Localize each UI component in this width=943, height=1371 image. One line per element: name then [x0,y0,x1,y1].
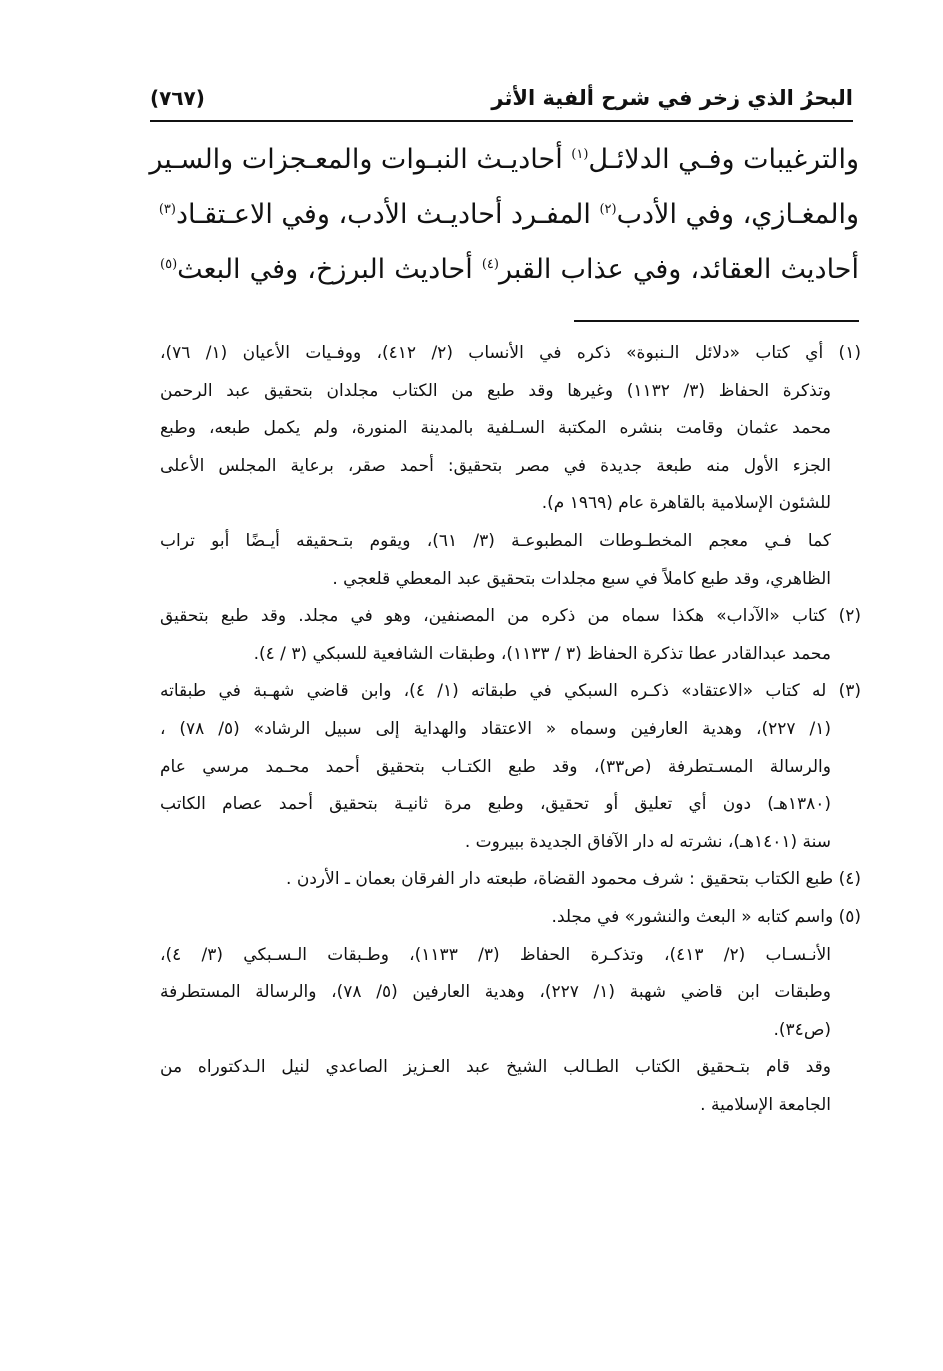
footnote-line: الجامعة الإسلامية . [700,1094,831,1115]
footnote-line: محمد عبدالقادر عطا تذكرة الحفاظ (٣ / ١١٣٣)، وطبقات الشافعية للسبكي (٣ / ٤). [253,643,831,664]
footnote-line: وقد قام بتـحقيق الكتاب الطـالب الشيخ عبد العـزيز الصاعدي لنيل الـدكتوراه من [160,1057,831,1078]
footnote-line: وطبقات ابن قاضي شهبة (١/ ٢٢٧)، وهدية العارفين (٥/ ٧٨)، والرسالة المستطرفة [160,982,832,1003]
footnote-line: (١) أي كتاب «دلائل الـنبوة» ذكره في الأنساب (٢/ ٤١٢)، ووفـيات الأعيان (١/ ٧٦)، [160,343,861,363]
main-text-line: والترغيبات وفـي الدلائـل$^{(١)}$ أحاديـث النبـوات والمعـجزات والسـير [149,144,859,175]
footnote-line: سنة (١٤٠١هـ)، نشرته له دار الآفاق الجديدة ببيروت . [464,831,831,852]
footnote-line: كما فـي معجم المخطـوطات المطبوعـة (٣/ ٦١)، ويقوم بتـحقيقه أيـضًا أبو تراب [160,530,831,551]
footnote-line: الأنـسـاب (٢/ ٤١٣)، وتذكـرة الحفاظ (٣/ ١١٣٣)، وطـبقات الـسـبكي (٣/ ٤)، [160,944,832,965]
footnote-line: وتذكرة الحفاظ (٣/ ١١٣٢) وغيرها وقد طبع من الكتاب مجلدان بتحقيق عبد الرحمن [160,380,832,401]
footnote-ref: (٢) [599,202,617,217]
footnote-line: الظاهري، وقد طبع كاملاً في سبع مجلدات بتحقيق عبد المعطي قلعجي . [332,568,831,589]
main-text-line: والمغـازي، وفي الأدب$^{(٢)}$ المفـرد أحاديـث الأدب، وفي الاعـتقـاد$^{(٣)}$ [158,199,859,230]
footnote-line: (٥) واسم كتابه « البعث والنشور» في مجلد. [551,906,861,927]
footnote-line: (٤) طبع الكتاب بتحقيق : شرف محمود القضاة، طبعته دار الفرقان بعمان ـ الأردن . [286,869,861,890]
footnote-line: الجزء الأول منه طبعة جديدة في مصر بتحقيق: أحمد صقر، برعاية المجلس الأعلى [160,455,831,476]
main-text [149,132,859,297]
main-text-line: أحاديث العقائد، وفي عذاب القبر$^{(٤)}$ أحاديث البرزخ، وفي البعث$^{(٥)}$ [160,254,859,285]
running-title: البحرُ الذي زخر في شرح ألفية الأثر [491,86,853,110]
footnotes [160,335,861,1124]
page-number: (٧٦٧) [150,86,205,110]
footnote-separator [574,320,859,322]
footnote-ref: (١) [571,147,589,162]
footnote-line: للشئون الإسلامية بالقاهرة عام (١٩٦٩ م). [541,493,831,514]
footnote-line: (٢) كتاب «الآداب» هكذا سماه من ذكره من المصنفين، وهو في مجلد. وقد طبع بتحقيق [160,606,861,627]
footnote-line: (ص٣٤). [773,1019,831,1040]
footnote-line: (١٣٨٠هـ) دون أي تعليق أو تحقيق، وطبع مرة ثانيـة بتحقيق أحمد عصام الكاتب [160,794,831,815]
footnote-line: محمد عثمان وقامت بنشره المكتبة السـلفية بالمدينة المنورة، ولم يكمل طبعه، وطبع [160,418,831,439]
footnote-line: (١/ ٢٢٧)، وهدية العارفين وسماه « الاعتقاد والهداية إلى سبيل الرشاد» (٥/ ٧٨) ، [160,718,831,739]
page-header [150,80,853,122]
footnote-ref: (٤) [481,257,499,272]
footnote-ref: (٣) [158,202,176,217]
footnote-line: (٣) له كتاب «الاعتقاد» ذكـره السبكي في طبقاته (١/ ٤)، وابن قاضي شهـبة في طبقاته [160,681,861,702]
footnote-line: والرسالة المسـتطرفة (ص٣٣)، وقد طبع الكتـاب بتحقيق أحمد محـمد مرسي عام [160,756,831,777]
footnote-ref: (٥) [160,257,178,272]
